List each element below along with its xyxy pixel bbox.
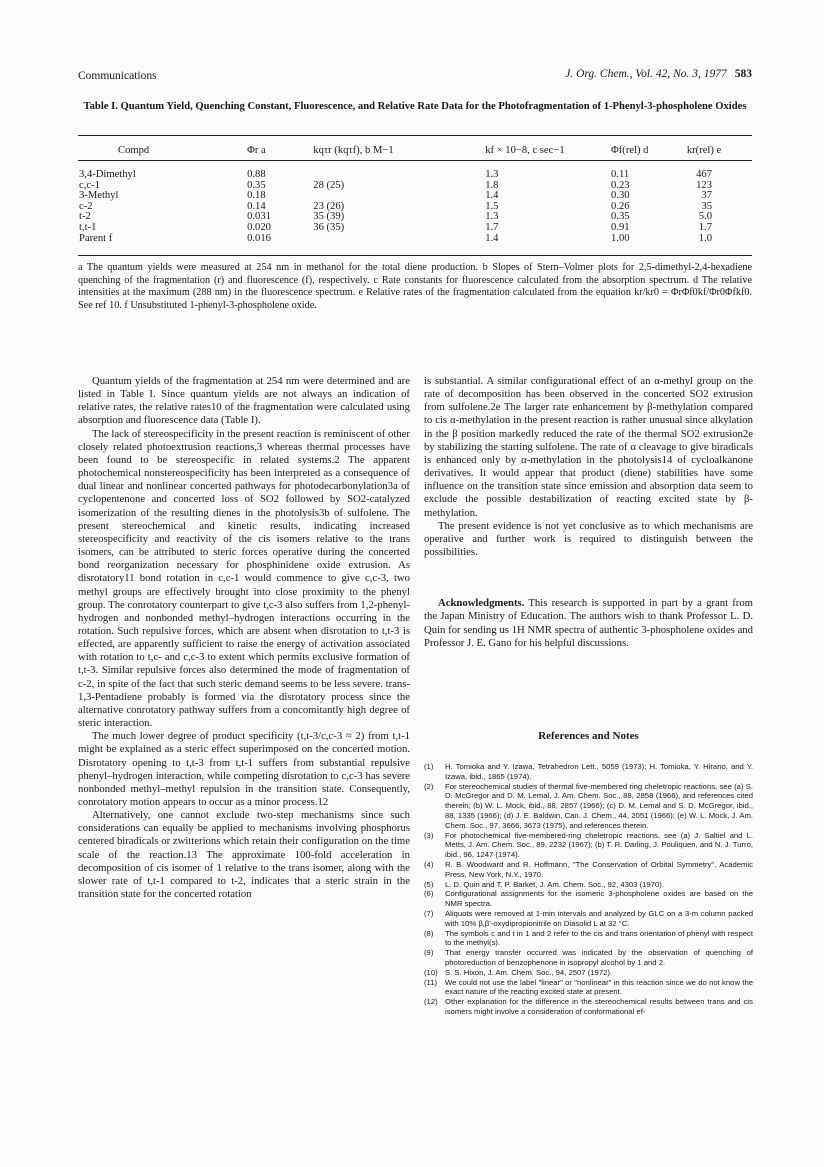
cell: 467: [696, 169, 712, 180]
cell: 1.3: [485, 169, 499, 180]
table-row: [78, 212, 752, 223]
journal-name: J. Org. Chem., Vol. 42, No. 3, 1977: [565, 68, 727, 80]
reference-number: (7): [424, 908, 434, 918]
cell: 35 (39): [313, 211, 345, 223]
acknowledgments-text: This research is supported in part by a grant from the Japan Ministry of Education. The authors wish to thank Professor L. D. Quin for sending us 1H NMR spectra of authentic 3-phospholene oxides and Professor J. E. Gano for his helpful discussions.: [424, 597, 753, 649]
reference-text: For stereochemical studies of thermal five-membered ring cheletropic reactions, see (a) S. D. McGregor and D. M. Lemal, J. Am. Chem. Soc., 88, 2858 (1966), and references cited therein; (b) W. L. Mock, ibid., 88, 2857 (1966); (c) D. M. Lemal and S. D. McGregor, ibid., 88, 1335 (1966); (d) J. E. Baldwin, Can. J. Chem., 44, 2051 (1966); (e) W. L. Mock, J. Am. Chem. Soc., 97, 3666, 3673 (1975), and references therein.: [445, 781, 753, 830]
cell: 123: [696, 179, 712, 191]
table-row: [78, 223, 752, 234]
cell: [313, 234, 485, 245]
references-heading: References and Notes: [538, 730, 639, 742]
reference-item: [424, 948, 753, 968]
table-footnotes: a The quantum yields were measured at 254 nm in methanol for the total diene production. b Slopes of Stern–Volmer plots for 2,5-dimethyl-2,4-hexadiene quenching of the fragmentation (r) and fluorescence (f), respectively. c Rate constants for fluorescence calculated from the absorption spectrum. d The relative intensities at the maximum (288 nm) in the fluorescence spectrum. e Relative rates of the fragmentation calculated from the equation kr/kr0 = ΦrΦf0kf/Φr0Φfkf0. See ref 10. f Unsubstituted 1-phenyl-3-phospholene oxide.: [78, 262, 752, 311]
reference-number: (10): [424, 967, 438, 977]
cell: 0.35: [611, 211, 630, 223]
reference-item: [424, 880, 753, 890]
cell: c,c-1: [79, 179, 100, 191]
reference-item: [424, 831, 753, 860]
acknowledgments-heading: Acknowledgments.: [438, 597, 525, 610]
reference-text: The symbols c and t in 1 and 2 refer to the cis and trans orientation of phenyl with respect to the methyl(s).: [445, 928, 753, 948]
reference-text: Configurational assignments for the isomeric 3-phospholene oxides are based on the NMR spectra.: [445, 889, 753, 909]
cell: t-2: [79, 211, 91, 223]
table-top-rule: [78, 135, 752, 136]
journal-citation: [565, 68, 752, 80]
cell: 0.14: [247, 200, 266, 212]
reference-number: (6): [424, 889, 434, 899]
cell: 0.26: [611, 200, 630, 212]
reference-number: (12): [424, 997, 438, 1007]
cell: 3-Methyl: [79, 190, 119, 202]
paragraph: The lack of stereospecificity in the present reaction is reminiscent of other closely related photoextrusion reactions,3 whereas thermal processes have been found to be stereospecific in related systems.2 The apparent photochemical nonstereospecificity has been interpreted as a consequence of dual linear and nonlinear concerted pathways for photodecarbonylation3a of cyclopentenone and concerted loss of SO2 followed by SO2-catalyzed isomerization of the resulting dienes in the photolysis3b of sulfolene. The present stereochemical and kinetic results, indicating increased stereospecificity and reactivity of the cis isomers relative to the trans isomers, can be attributed to steric forces operative during the concerted bond reorganization necessary for phosphinidene oxide extrusion. As disrotatory11 bond rotation in c,c-1 would commence to give c,c-3, two methyl groups are effectively brought into close proximity to the phenyl group. The conrotatory counterpart to give t,c-3 also suffers from 1,2-phenyl-hydrogen and nonbonded methyl–hydrogen interactions occurring in the rotation. Such repulsive forces, which are absent when disrotation to t,t-3 is effected, are apparently sufficient to raise the energy of activation associated with rotation to t,c- and c,c-3 to extent which permits exclusive formation of t,t-3. Similar repulsive forces also determined the mode of fragmentation of c-2, in spite of the fact that such steric demand seems to be less severe. trans-1,3-Pentadiene probably is formed via the disrotatory process since the alternative conrotatory pathway suffers from a concomitantly high degree of steric interaction.: [78, 427, 410, 730]
col-header-kf: kf × 10−8, c sec−1: [485, 144, 565, 156]
cell: 0.031: [247, 211, 271, 223]
reference-text: Other explanation for the difference in the stereochemical results between trans and cis isomers might involve a consideration of conformational ef-: [445, 997, 753, 1016]
cell: 0.35: [247, 179, 266, 191]
cell: 0.23: [611, 179, 630, 191]
cell: t,t-1: [79, 221, 97, 233]
reference-text: We could not use the label "linear" or "nonlinear" in this reaction since we do not know the exact nature of the reacting excited state at present.: [445, 977, 753, 997]
reference-item: [424, 929, 753, 949]
reference-text: S. S. Hixon, J. Am. Chem. Soc., 94, 2507 (1972).: [445, 967, 613, 977]
col-header-quenching: kqτr (kqτf), b M−1: [313, 144, 394, 156]
cell: 3,4-Dimethyl: [79, 169, 136, 180]
reference-text: For photochemical five-membered-ring cheletropic reactions, see (a) J. Saltiel and L. Metts, J. Am. Chem. Soc., 89, 2232 (1967); (b) T. R. Darling, J. Pouliquen, and N. J. Turro, ibid., 96, 1247 (1974).: [445, 830, 753, 860]
paragraph: Quantum yields of the fragmentation at 254 nm were determined and are listed in Table I. Since quantum yields are not always an indication of relative rates, the relative rates10 of the fragmentation were calculated using absorption and fluorescence data (Table I).: [78, 375, 410, 427]
body-column-left: [78, 375, 410, 901]
data-table: [78, 138, 752, 244]
cell: Parent f: [79, 232, 113, 244]
table-row: [78, 202, 752, 213]
cell: 0.016: [247, 232, 271, 244]
reference-text: R. B. Woodward and R. Hoffmann, "The Conservation of Orbital Symmetry", Academic Press, New York, N.Y., 1970.: [445, 859, 753, 879]
page-number: 583: [734, 68, 752, 80]
reference-number: (9): [424, 948, 434, 958]
reference-text: Aliquots were removed at 1-min intervals and analyzed by GLC on a 3-m column packed with 10% β,β'-oxydipropionitrile on Diasolid L at 32 °C.: [445, 908, 753, 928]
body-column-right: [424, 375, 753, 650]
cell: c-2: [79, 200, 93, 212]
cell: 36 (35): [313, 221, 345, 233]
reference-item: [424, 860, 753, 880]
cell: 0.11: [611, 169, 630, 180]
cell: 1.4: [485, 232, 499, 244]
cell: 1.0: [698, 232, 712, 244]
cell: 37: [701, 190, 712, 202]
cell: 0.020: [247, 221, 271, 233]
cell: 1.3: [485, 211, 499, 223]
col-header-phi-f-rel: Φf(rel) d: [611, 144, 649, 156]
cell: 1.5: [485, 200, 499, 212]
paragraph: The present evidence is not yet conclusive as to which mechanisms are operative and further work is required to distinguish between the possibilities.: [424, 519, 753, 559]
cell: 1.00: [611, 232, 630, 244]
reference-item: [424, 968, 753, 978]
reference-number: (4): [424, 859, 434, 869]
reference-item: [424, 997, 753, 1017]
reference-number: (1): [424, 762, 434, 771]
cell: 0.91: [611, 221, 630, 233]
cell: 1.8: [485, 179, 499, 191]
cell: 0.88: [247, 169, 266, 180]
reference-item: [424, 782, 753, 831]
reference-text: H. Tomioka and Y. Izawa, Tetrahedron Lett., 5059 (1973); H. Tomioka, Y. Hirano, and Y. Izawa, ibid., 1865 (1974).: [445, 762, 753, 781]
reference-text: That energy transfer occurred was indicated by the observation of quenching of photoreduction of benzophenone in isopropyl alcohol by 1 and 2.: [445, 948, 753, 967]
references-list: [424, 762, 753, 1017]
reference-number: (8): [424, 928, 434, 938]
acknowledgments: [424, 597, 753, 650]
cell: 1.7: [485, 221, 499, 233]
cell: 23 (26): [313, 200, 345, 212]
table-bottom-rule: [78, 255, 752, 256]
reference-text: L. D. Quin and T. P. Barket, J. Am. Chem. Soc., 92, 4303 (1970).: [445, 879, 664, 889]
cell: 1.7: [698, 221, 712, 233]
reference-item: [424, 909, 753, 929]
reference-number: (2): [424, 781, 434, 791]
cell: 0.18: [247, 190, 266, 202]
paragraph: The much lower degree of product specificity (t,t-3/c,c-3 ≈ 2) from t,t-1 might be explained as a steric effect superimposed on the concerted motion. Disrotatory opening to t,t-3 from t,t-1 suffers from substantial repulsive phenyl–hydrogen interaction, while competing disrotation to c,c-3 has severe nonbonded methyl–methyl repulsion in the transition state. Consequently, conrotatory motion appears to occur as a minor process.12: [78, 730, 410, 808]
reference-item: [424, 762, 753, 782]
cell: 35: [701, 200, 712, 212]
reference-item: [424, 978, 753, 998]
reference-number: (3): [424, 830, 434, 840]
cell: 1.4: [485, 190, 499, 202]
reference-item: [424, 889, 753, 909]
cell: 28 (25): [313, 179, 345, 191]
cell: 5.0: [698, 211, 712, 223]
cell: 0.30: [611, 190, 630, 202]
paragraph: Alternatively, one cannot exclude two-step mechanisms since such considerations can equally be applied to mechanisms involving phosphorus centered biradicals or zwitterions which retain their configuration on the time scale of the reaction.13 The approximate 100-fold acceleration in decomposition of cis isomer of 1 relative to the trans isomer, along with the slower rate of t,t-1 compared to t-2, indicates that a steric strain in the transition state for the concerted rotation: [78, 809, 410, 901]
running-section-title: Communications: [78, 70, 157, 82]
table-row: [78, 234, 752, 245]
reference-number: (5): [424, 879, 434, 889]
cell: [313, 170, 485, 181]
table-title: Table I. Quantum Yield, Quenching Constant, Fluorescence, and Relative Rate Data for the Photofragmentation of 1-Phenyl-3-phospholene Oxides: [83, 101, 747, 112]
col-header-compd: Compd: [118, 144, 150, 156]
table-row: [78, 170, 752, 181]
paragraph: is substantial. A similar configurational effect of an α-methyl group on the rate of decomposition has been observed in the concerted SO2 extrusion from sulfolene.2e The larger rate enhancement by β-methylation compared to cis α-methylation in the present reaction is rather unusual since alkylation in the β position markedly reduced the rate of the thermal SO2 extrusion2e by stabilizing the starting sulfolene. The rate of α cleavage to give biradicals is enhanced only by α-methylation in the photolysis14 of cycloalkanone derivatives. It would appear that product (diene) stabilities have some influence on the transition state since emission and absorption data seem to exclude the possible destabilization of reacting excited state by β-methylation.: [424, 375, 753, 519]
reference-number: (11): [424, 977, 438, 987]
table-row: [78, 181, 752, 192]
col-header-quantum-yield: Φr a: [247, 144, 266, 156]
table-header-row: [78, 138, 752, 162]
table-row: [78, 191, 752, 202]
col-header-kr-rel: kr(rel) e: [686, 144, 722, 156]
